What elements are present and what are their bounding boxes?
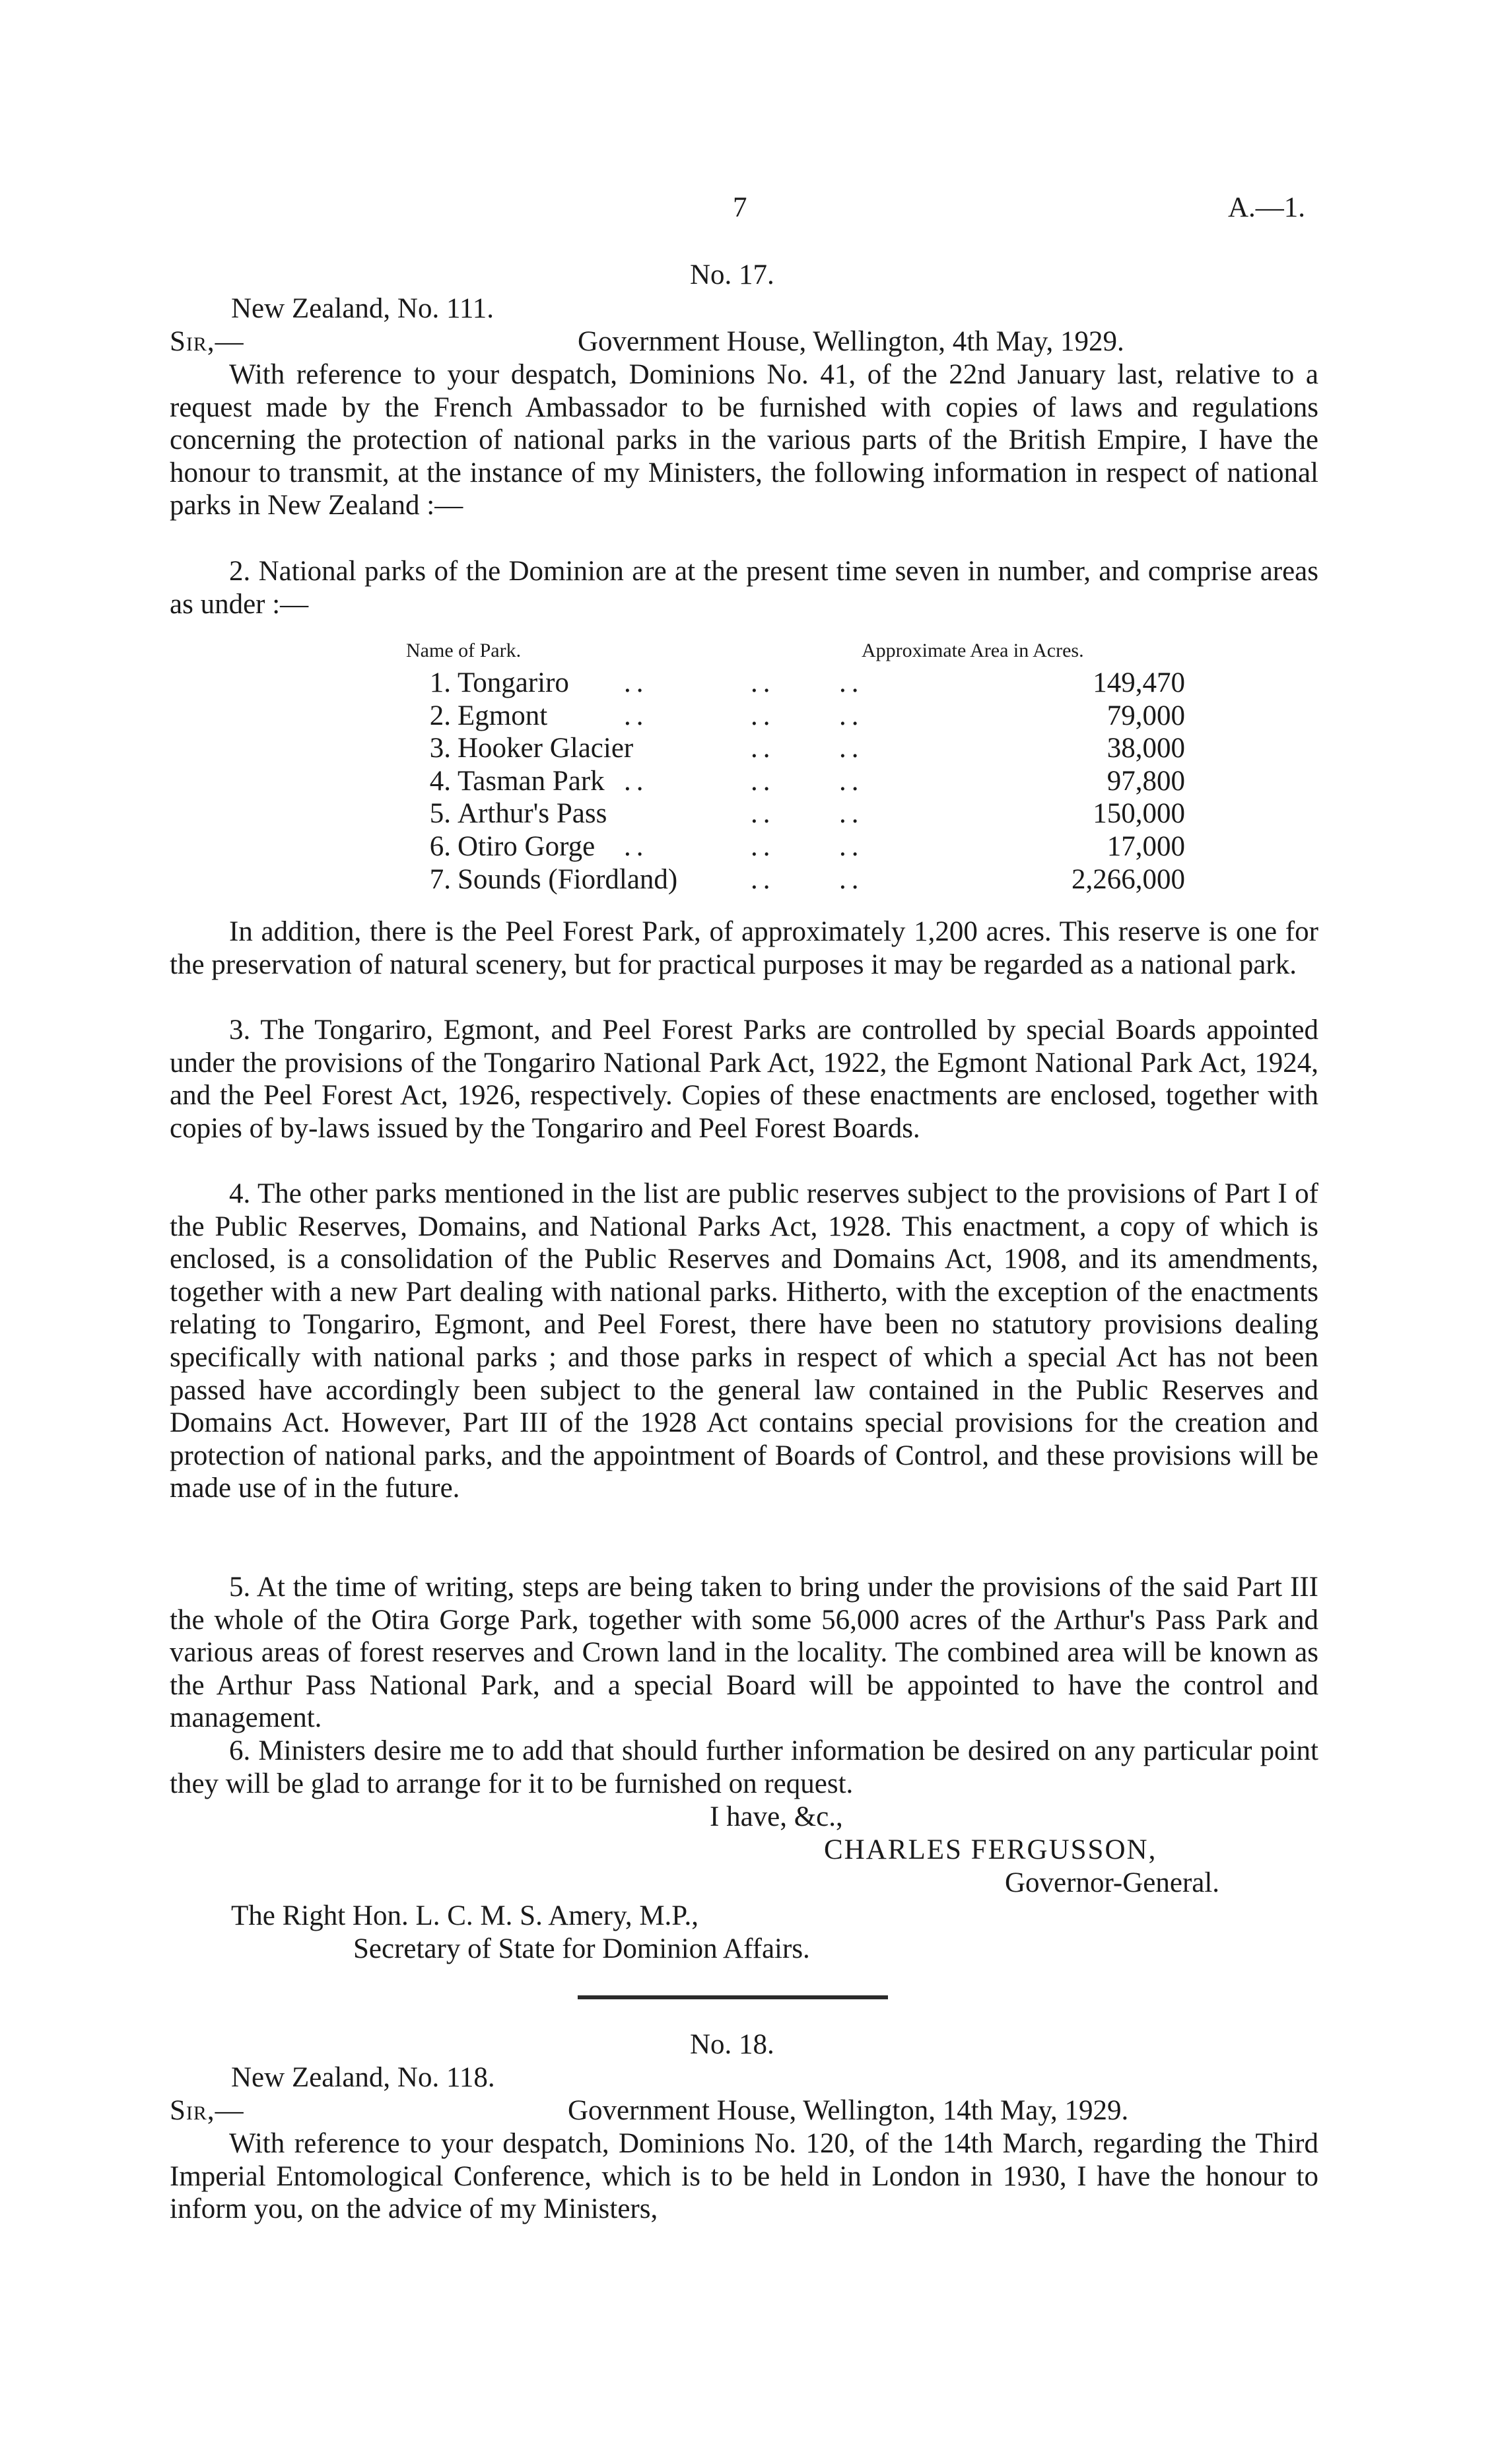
park-number: 6. xyxy=(429,830,451,862)
park-number: 1. xyxy=(429,667,451,698)
series-reference: A.—1. xyxy=(1228,192,1306,223)
park-name: Sounds (Fiordland) xyxy=(458,863,678,895)
document-number: No. 17. xyxy=(690,259,774,290)
table-header xyxy=(406,635,1185,667)
park-number: 7. xyxy=(429,863,451,895)
park-name: Arthur's Pass xyxy=(458,798,607,830)
table-row xyxy=(406,765,1185,798)
dot-leader: .. xyxy=(839,830,864,862)
park-number: 4. xyxy=(429,765,451,797)
signatory-name: CHARLES FERGUSSON, xyxy=(824,1834,1157,1865)
table-row xyxy=(406,732,1185,765)
table-row xyxy=(406,797,1185,830)
dot-leader: .. xyxy=(624,765,649,797)
paragraph-text: 2. National parks of the Dominion are at the present time seven in number, and comprise areas as under :— xyxy=(170,556,1318,620)
park-name: Otiro Gorge xyxy=(458,830,596,862)
section-divider xyxy=(578,1995,888,1999)
paragraph-5 xyxy=(170,1571,1318,1735)
dot-leader: .. xyxy=(751,798,776,830)
paragraph-text: 4. The other parks mentioned in the list are public reserves subject to the provisions of Part I of the Public Reserves, Domains, and National Parks Act, 1928. This enactment, a copy of which is enclosed, is a consolidation of the Public Reserves and Domains Act, 1908, and its amendments, together with a new Part dealing with national parks. Hitherto, with the exception of the enactments relating to Tongariro, Egmont, and Peel Forest, there have been no statutory provisions dealing specifically with national parks ; and those parks in respect of which a special Act has not been passed have accordingly been subject to the general law contained in the Public Reserves and Domains Act. However, Part III of the 1928 Act contains special provisions for the creation and protection of national parks, and the appointment of Boards of Control, and these provisions will be made use of in the future. xyxy=(170,1178,1318,1504)
paragraph-3 xyxy=(170,1014,1318,1145)
park-name: Egmont xyxy=(458,700,548,731)
salutation: Sir,— xyxy=(170,326,244,357)
dot-leader: .. xyxy=(751,667,776,698)
paragraph-text: 5. At the time of writing, steps are being taken to bring under the provisions of the said Part III the whole of the Otira Gorge Park, together with some 56,000 acres of the Arthur's Pass Park and various areas of forest reserves and Crown land in the locality. The combined area will be known as the Arthur Pass National Park, and a special Board will be appointed to have the control and management. xyxy=(170,1572,1318,1734)
addressee-line-1: The Right Hon. L. C. M. S. Amery, M.P., xyxy=(231,1900,698,1931)
table-body xyxy=(406,667,1185,896)
paragraph-text: 3. The Tongariro, Egmont, and Peel Forest Parks are controlled by special Boards appointed under the provisions of the Tongariro National Park Act, 1922, the Egmont National Park Act, 1924, and the Peel Forest Act, 1926, respectively. Copies of these enactments are enclosed, together with copies of by-laws issued by the Tongariro and Peel Forest Boards. xyxy=(170,1015,1318,1144)
park-area: 17,000 xyxy=(1106,830,1185,862)
table-row xyxy=(406,667,1185,700)
dot-leader: .. xyxy=(839,798,864,830)
park-area: 79,000 xyxy=(1106,700,1185,731)
park-area: 97,800 xyxy=(1106,765,1185,797)
place-date-line: Government House, Wellington, 14th May, 1929. xyxy=(568,2095,1129,2126)
park-name: Tasman Park xyxy=(458,765,605,797)
dot-leader: .. xyxy=(839,733,864,764)
park-number: 3. xyxy=(429,733,451,764)
salutation: Sir,— xyxy=(170,2095,244,2126)
paragraph-1 xyxy=(170,358,1318,522)
page-number: 7 xyxy=(733,192,747,223)
paragraph-2 xyxy=(170,555,1318,620)
dot-leader: .. xyxy=(624,830,649,862)
dot-leader: .. xyxy=(751,733,776,764)
dot-leader: .. xyxy=(839,863,864,895)
park-name: Hooker Glacier xyxy=(458,733,634,764)
table-row xyxy=(406,863,1185,896)
addressee-line-2: Secretary of State for Dominion Affairs. xyxy=(353,1933,810,1964)
paragraph-text: 6. Ministers desire me to add that should further information be desired on any particular point they will be glad to arrange for it to be furnished on request. xyxy=(170,1735,1318,1799)
signatory-title: Governor-General. xyxy=(1005,1867,1220,1898)
parks-table xyxy=(406,635,1185,896)
document-number: No. 18. xyxy=(690,2029,774,2060)
park-area: 150,000 xyxy=(1093,798,1185,830)
paragraph-6 xyxy=(170,1735,1318,1800)
park-area: 2,266,000 xyxy=(1072,863,1185,895)
table-row xyxy=(406,830,1185,863)
dot-leader: .. xyxy=(624,700,649,731)
park-name: Tongariro xyxy=(458,667,569,698)
table-row xyxy=(406,700,1185,733)
paragraph-text: In addition, there is the Peel Forest Park, of approximately 1,200 acres. This reserve is one for the preservation of natural scenery, but for practical purposes it may be regarded as a national park. xyxy=(170,916,1318,980)
despatch-reference: New Zealand, No. 111. xyxy=(231,293,494,324)
dot-leader: .. xyxy=(839,667,864,698)
dot-leader: .. xyxy=(839,765,864,797)
dot-leader: .. xyxy=(751,765,776,797)
paragraph-18-1 xyxy=(170,2127,1318,2226)
park-number: 5. xyxy=(429,798,451,830)
place-date-line: Government House, Wellington, 4th May, 1929. xyxy=(578,326,1124,357)
despatch-reference: New Zealand, No. 118. xyxy=(231,2062,495,2093)
dot-leader: .. xyxy=(839,700,864,731)
closing: I have, &c., xyxy=(710,1801,843,1832)
dot-leader: .. xyxy=(624,667,649,698)
paragraph-4 xyxy=(170,1178,1318,1505)
park-area: 149,470 xyxy=(1093,667,1185,698)
park-number: 2. xyxy=(429,700,451,731)
column-header-area: Approximate Area in Acres. xyxy=(862,640,1084,661)
dot-leader: .. xyxy=(751,863,776,895)
dot-leader: .. xyxy=(751,830,776,862)
paragraph-text: With reference to your despatch, Dominions No. 120, of the 14th March, regarding the Third Imperial Entomological Conference, which is to be held in London in 1930, I have the honour to inform you, on the advice of my Ministers, xyxy=(170,2128,1318,2225)
park-area: 38,000 xyxy=(1106,733,1185,764)
dot-leader: .. xyxy=(751,700,776,731)
paragraph-text: With reference to your despatch, Dominions No. 41, of the 22nd January last, relative to a request made by the French Ambassador to be furnished with copies of laws and regulations concerning the protection of national parks in the various parts of the British Empire, I have the honour to transmit, at the instance of my Ministers, the following information in respect of national parks in New Zealand :— xyxy=(170,359,1318,521)
column-header-name: Name of Park. xyxy=(406,640,522,661)
paragraph-addition xyxy=(170,916,1318,981)
